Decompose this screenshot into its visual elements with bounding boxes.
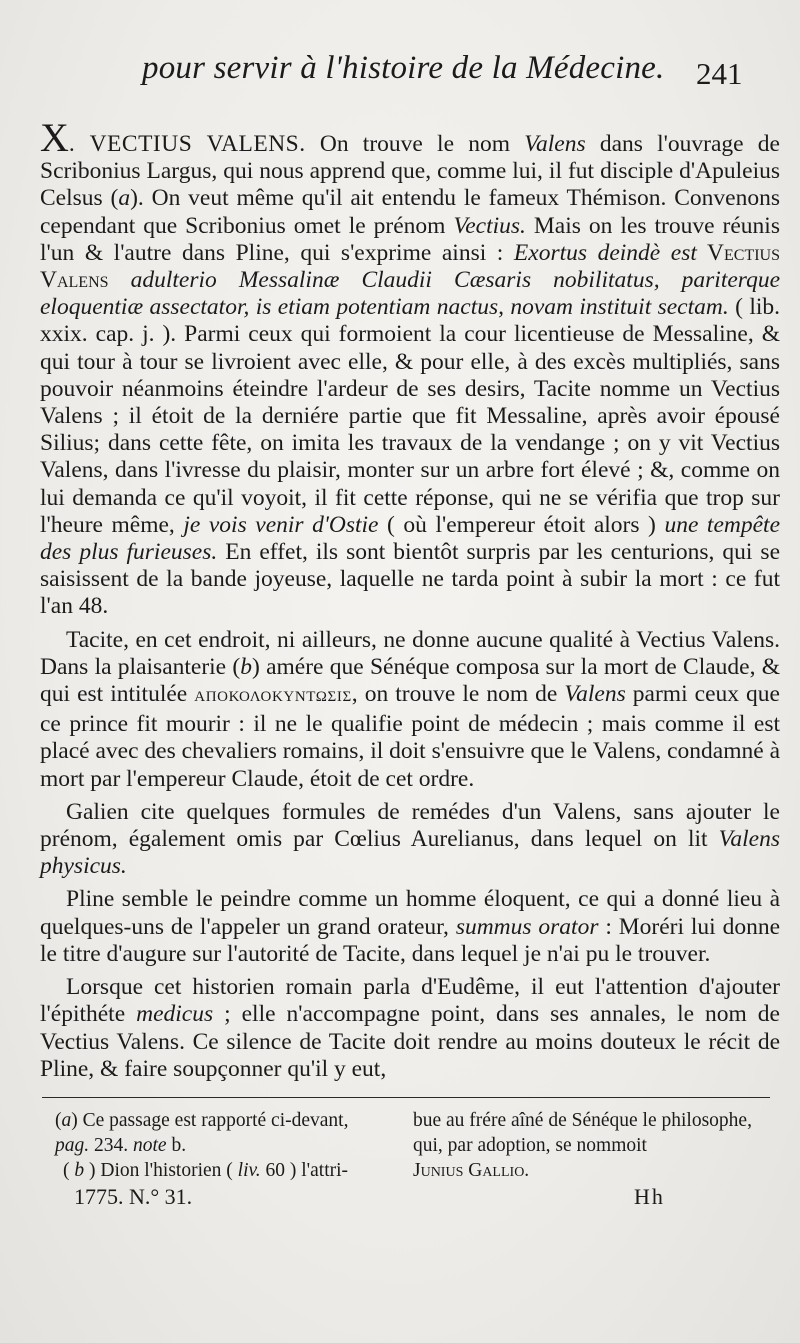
text-run: : Moréri lui donne le titre d'augure sur l'autorité de Tacite, dans lequel je n'ai pu le trouver.: [40, 913, 781, 967]
italic-run: Valens: [564, 681, 626, 708]
footnotes-right-column: [413, 1108, 765, 1183]
paragraph: [40, 627, 780, 793]
footnote-line: [55, 1133, 395, 1158]
smallcaps-run: Vectius Valens: [40, 239, 780, 294]
text-run: Tacite, en cet endroit, ni ailleurs, ne donne aucune qualité à Vectius Valens. Dans la plaisanterie (: [40, 626, 780, 680]
footnote-line: [413, 1158, 765, 1183]
text-run: ( lib. xxix. cap. j. ). Parmi ceux qui formoient la cour licentieuse de Messaline, & qui tour à tour se livroient avec elle, & pour elle, à des excès multipliés, sans pouvoir néanmoins éteindre l'ardeur de ses desirs, Tacite nomme un Vectius Valens ; il étoit de la derniére partie que fit Messaline, après avoir épousé Silius; dans cette fête, on imita les travaux de la vendange ; on y vit Vectius Valens, dans l'ivresse du plaisir, monter sur un arbre fort élevé ; &, comme on lui demanda ce qu'il voyoit, il fit cette réponse, qui ne se vérifia que trop sur l'heure même,: [40, 294, 780, 538]
text-run: parmi ceux que ce prince fit mourir : il ne le qualifie point de médecin ; mais comme il est placé avec des chevaliers romains, il doit s'ensuivre que le Valens, condamné à mort par l'empereur Claude, étoit de cet ordre.: [40, 681, 780, 792]
main-text: [40, 115, 781, 1089]
italic-run: Exortus deindè est: [513, 239, 697, 266]
page-header: [0, 50, 800, 100]
italic-run: a: [118, 185, 131, 212]
printer-signature: 1775. N.° 31.: [74, 1184, 193, 1209]
italic-run: medicus: [136, 1001, 214, 1028]
italic-run: b: [240, 653, 252, 680]
footnotes-left-column: [55, 1108, 395, 1183]
italic-run: adulterio Messalinæ Claudii Cæsaris nobilitatus, pariterque eloquentiæ assectator, is etiam potentiam nactus, novam instituit sectam.: [40, 267, 780, 321]
page-footer: [0, 1184, 800, 1224]
footnote-line: [55, 1108, 395, 1133]
text-run: ) amére que Sénéque composa sur la mort de Claude, & qui est intitulée: [40, 653, 781, 708]
text-run: ). On veut même qu'il ait entendu le fameux Thémison. Convenons cependant que Scribonius omet le prénom: [40, 185, 781, 239]
italic-run: a: [61, 1110, 72, 1131]
italic-run: summus orator: [455, 913, 599, 940]
greek-title-run: ΑΠΟΚΟΛΟΚΥΝΤΩΣΙΣ: [194, 689, 352, 706]
text-run: Lorsque cet historien romain parla d'Eudême, il eut l'attention d'ajouter l'épithéte: [40, 974, 780, 1028]
text-run: b.: [166, 1135, 187, 1156]
footnote-line: [55, 1158, 395, 1183]
page-number: 241: [696, 56, 743, 91]
text-run: Mais on les trouve réunis l'un & l'autre dans Pline, qui s'exprime ainsi :: [40, 212, 780, 266]
paragraph: [40, 974, 780, 1083]
drop-initial-run: X: [40, 115, 69, 160]
footnote-line: [413, 1108, 765, 1158]
smallcaps-run: Junius Gallio.: [413, 1160, 530, 1181]
text-run: , on trouve le nom de: [351, 681, 565, 708]
italic-run: b: [74, 1160, 85, 1181]
italic-run: Vectius.: [453, 212, 526, 239]
text-run: ) Ce passage est rapporté ci-devant,: [71, 1110, 349, 1131]
show-through-shadow: [0, 1230, 800, 1343]
italic-run: je vois venir d'Ostie: [183, 511, 379, 538]
paragraph: [40, 115, 781, 621]
text-run: ( où l'empereur étoit alors ): [378, 511, 665, 538]
quire-mark: Hh: [634, 1184, 665, 1209]
text-run: Galien cite quelques formules de remédes d'un Valens, sans ajouter le prénom, également omis par Cœlius Aurelianus, dans lequel on lit: [40, 798, 780, 853]
text-run: En effet, ils sont bientôt surpris par les centurions, qui se saisissent de la bande joyeuse, laquelle ne tarda point à subir la mort : ce fut l'an 48.: [40, 539, 780, 620]
text-run: bue au frére aîné de Sénéque le philosophe, qui, par adoption, se nommoit: [413, 1110, 752, 1156]
italic-run: Valens physicus.: [40, 826, 780, 880]
italic-run: note: [133, 1135, 167, 1156]
italic-run: une tempête des plus furieuses.: [40, 511, 781, 566]
text-run: dans l'ouvrage de Scribonius Largus, qui nous apprend que, comme lui, il fut disciple d'Apuleius Celsus (: [40, 131, 780, 212]
paragraph: [40, 799, 780, 881]
text-run: (: [63, 1160, 75, 1181]
italic-run: Valens: [524, 131, 586, 157]
footnote-rule: [42, 1097, 770, 1098]
heading-run: . VECTIUS VALENS.: [68, 131, 306, 157]
text-run: 60 ) l'attri-: [260, 1160, 349, 1181]
text-run: Pline semble le peindre comme un homme éloquent, ce qui a donné lieu à quelques-uns de l'appeler un grand orateur,: [40, 886, 780, 940]
italic-run: liv.: [237, 1160, 261, 1181]
text-run: On trouve le nom: [305, 131, 525, 157]
italic-run: pag.: [55, 1135, 90, 1156]
running-title: pour servir à l'histoire de la Médecine.: [142, 50, 665, 86]
text-run: 234.: [89, 1135, 133, 1156]
text-run: (: [55, 1110, 62, 1131]
text-run: ; elle n'accompagne point, dans ses annales, le nom de Vectius Valens. Ce silence de Tacite doit rendre au moins douteux le récit de Pline, & faire soupçonner qu'il y eut,: [40, 1001, 780, 1082]
paragraph: [40, 886, 780, 968]
text-run: ) Dion l'historien (: [84, 1160, 238, 1181]
